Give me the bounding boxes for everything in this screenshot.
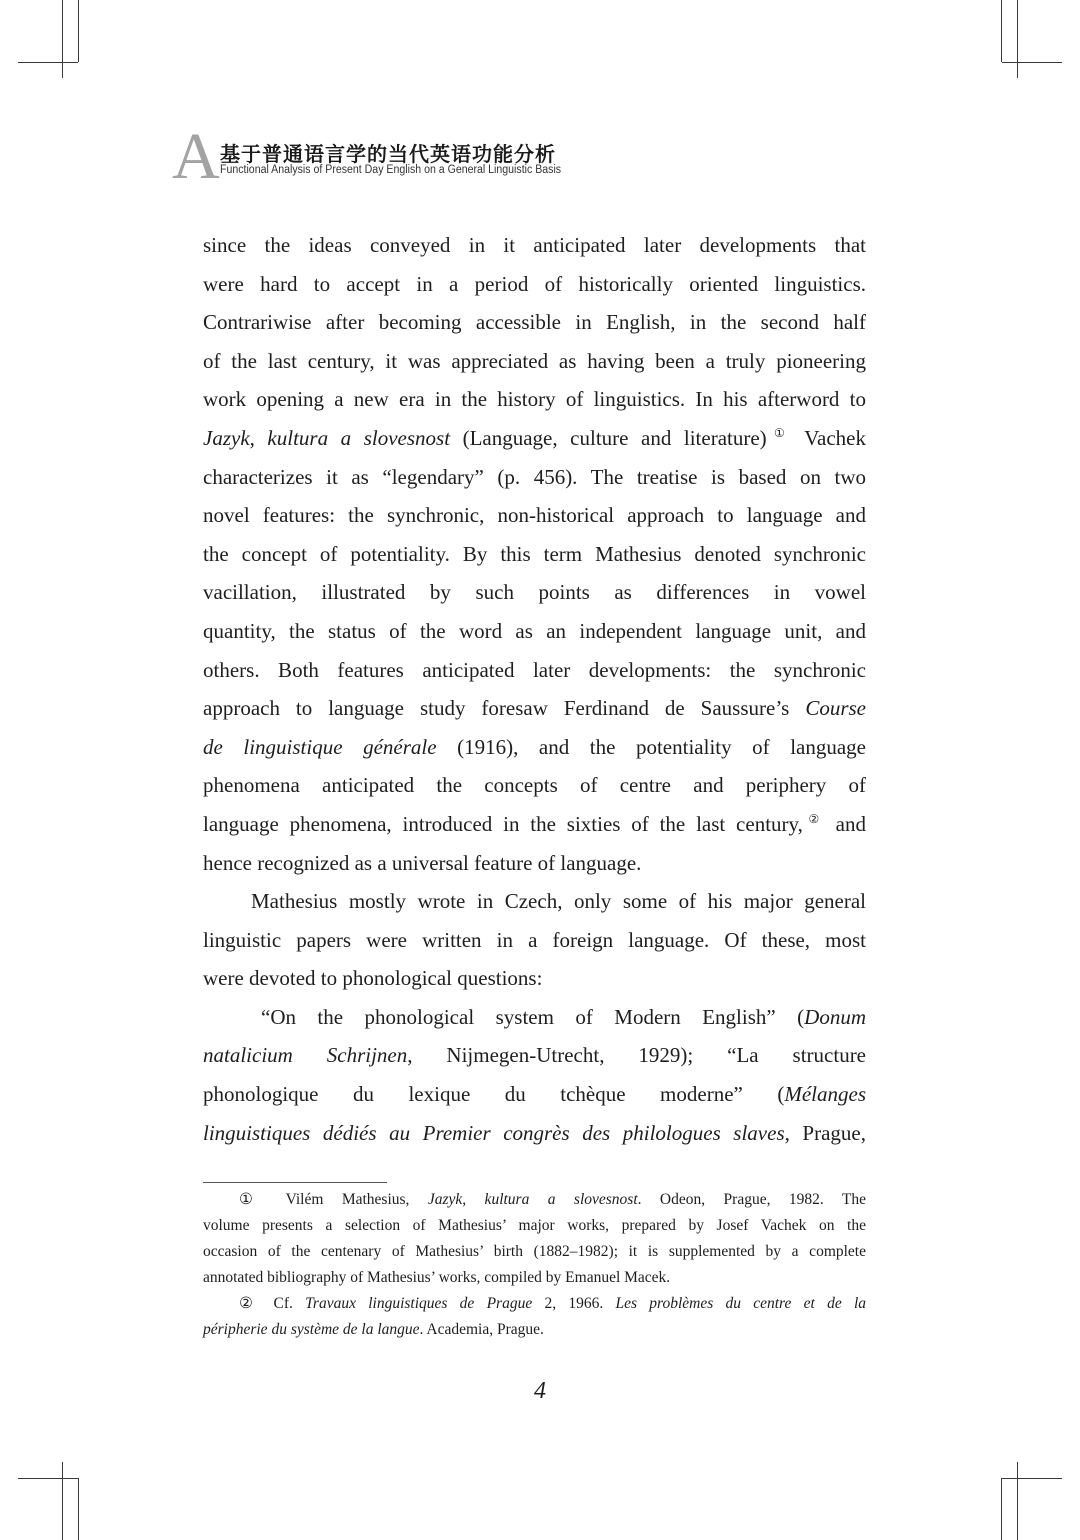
- footnote-marker-2[interactable]: ②: [802, 811, 825, 826]
- crop-mark-bottom-left-horizontal: [18, 1478, 78, 1479]
- crop-mark-top-right-inner: [1001, 0, 1002, 62]
- body-text-run: (1916), and the potentiality of language: [436, 734, 866, 759]
- body-text: [203, 226, 866, 1152]
- body-line: [203, 1114, 866, 1153]
- body-text-run: phonologique du lexique du tchèque moderne” (: [203, 1082, 785, 1107]
- crop-mark-top-left-vertical: [62, 0, 63, 78]
- body-line: phenomena anticipated the concepts of centre and periphery of: [203, 773, 866, 798]
- body-line: vacillation, illustrated by such points as differences in vowel: [203, 580, 866, 605]
- footnote-2-line: [203, 1317, 866, 1343]
- body-line: characterizes it as “legendary” (p. 456). The treatise is based on two: [203, 464, 866, 489]
- footnote-1-mark: ①: [239, 1191, 268, 1208]
- footnote-2-mark: ②: [239, 1295, 262, 1312]
- body-line: were devoted to phonological questions:: [203, 966, 543, 991]
- body-text-run: (Language, culture and literature): [450, 425, 767, 450]
- footnote-text-run: . Odeon, Prague, 1982. The: [637, 1191, 866, 1208]
- footnote-text-run: 2, 1966.: [532, 1295, 616, 1312]
- body-line: [203, 1036, 866, 1075]
- footnote-marker-1[interactable]: ①: [766, 425, 793, 440]
- body-line: Mathesius mostly wrote in Czech, only some of his major general: [251, 889, 866, 914]
- body-line: [203, 728, 866, 767]
- body-line: novel features: the synchronic, non-historical approach to language and: [203, 503, 866, 528]
- body-line: quantity, the status of the word as an independent language unit, and: [203, 618, 866, 643]
- book-title: Course: [805, 696, 866, 721]
- crop-mark-top-left-inner: [78, 0, 79, 62]
- header-title-chinese: 基于普通语言学的当代英语功能分析: [220, 142, 556, 166]
- body-line: the concept of potentiality. By this term Mathesius denoted synchronic: [203, 541, 866, 566]
- body-line: work opening a new era in the history of linguistics. In his afterword to: [203, 387, 866, 412]
- body-line: [203, 805, 866, 844]
- crop-mark-bottom-right-vertical: [1017, 1462, 1018, 1540]
- footnote-text-run: . Academia, Prague.: [419, 1321, 544, 1338]
- crop-mark-top-left-horizontal: [18, 62, 78, 63]
- book-title: Jazyk, kultura a slovesnost: [203, 425, 451, 450]
- page-number: 4: [534, 1378, 546, 1404]
- book-title: Donum: [804, 1004, 866, 1029]
- header-title-english: Functional Analysis of Present Day English on a General Linguistic Basis: [220, 164, 562, 176]
- body-line: [203, 1075, 866, 1114]
- crop-mark-bottom-left-inner: [78, 1478, 79, 1540]
- body-text-run: and: [824, 811, 866, 836]
- body-line: were hard to accept in a period of historically oriented linguistics.: [203, 271, 866, 296]
- body-text-run: “On the phonological system of Modern English” (: [261, 1004, 805, 1029]
- book-title: linguistiques dédiés au Premier congrès des philologues slaves: [203, 1120, 785, 1145]
- footnote-2-line: [203, 1291, 866, 1317]
- body-line: of the last century, it was appreciated as having been a truly pioneering: [203, 348, 866, 373]
- footnote-book-title: péripherie du système de la langue: [203, 1321, 420, 1338]
- footnote-text-run: Cf.: [261, 1295, 306, 1312]
- body-text-run: approach to language study foresaw Ferdinand de Saussure’s: [203, 696, 806, 721]
- running-header: [172, 120, 672, 193]
- book-title: Mélanges: [784, 1082, 866, 1107]
- crop-mark-top-right-horizontal: [1002, 62, 1062, 63]
- footnote-1-line: volume presents a selection of Mathesius’ major works, prepared by Josef Vachek on the: [203, 1217, 866, 1234]
- body-line: others. Both features anticipated later developments: the synchronic: [203, 657, 866, 682]
- crop-mark-bottom-right-inner: [1001, 1478, 1002, 1540]
- body-text-run: Vachek: [792, 425, 867, 450]
- body-line: [203, 689, 866, 728]
- body-line: [203, 419, 866, 458]
- footnote-separator: [203, 1182, 387, 1183]
- body-text-run: language phenomena, introduced in the sixties of the last century,: [203, 811, 803, 836]
- body-text-run: , Prague,: [784, 1120, 866, 1145]
- crop-mark-bottom-left-vertical: [62, 1462, 63, 1540]
- body-line: linguistic papers were written in a foreign language. Of these, most: [203, 927, 866, 952]
- footnote-text-run: Vilém Mathesius,: [267, 1191, 428, 1208]
- footnote-1-line: [203, 1187, 866, 1213]
- footnote-book-title: Les problèmes du centre et de la: [615, 1295, 867, 1312]
- crop-mark-bottom-right-horizontal: [1002, 1478, 1062, 1479]
- footnote-book-title: Travaux linguistiques de Prague: [305, 1295, 533, 1312]
- body-line: [203, 998, 866, 1037]
- header-logo-letter: A: [172, 120, 218, 193]
- body-line: Contrariwise after becoming accessible in English, in the second half: [203, 310, 866, 335]
- book-title: natalicium Schrijnen: [203, 1043, 408, 1068]
- footnote-book-title: Jazyk, kultura a slovesnost: [427, 1191, 638, 1208]
- footnote-1-line: annotated bibliography of Mathesius’ works, compiled by Emanuel Macek.: [203, 1269, 671, 1286]
- book-title: de linguistique générale: [203, 734, 437, 759]
- footnotes: [203, 1187, 866, 1343]
- crop-mark-top-right-vertical: [1017, 0, 1018, 78]
- body-text-run: , Nijmegen-Utrecht, 1929); “La structure: [407, 1043, 867, 1068]
- footnote-1-line: occasion of the centenary of Mathesius’ birth (1882–1982); it is supplemented by a complete: [203, 1243, 866, 1260]
- body-line: since the ideas conveyed in it anticipated later developments that: [203, 233, 866, 257]
- body-line: hence recognized as a universal feature of language.: [203, 850, 642, 875]
